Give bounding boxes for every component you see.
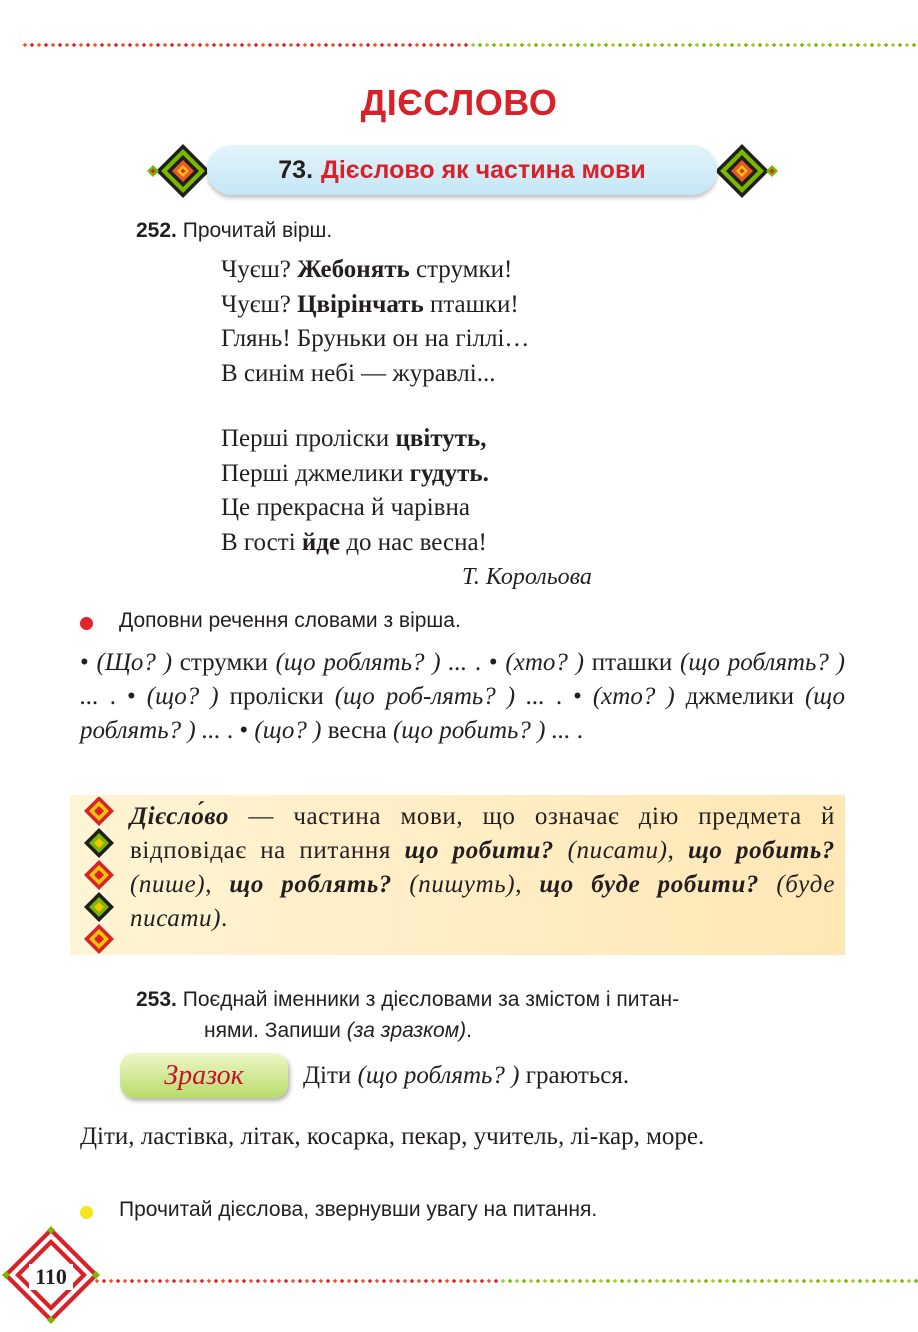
- text-segment: що робити?: [404, 837, 555, 864]
- text-segment: •: [80, 649, 97, 676]
- text-segment: Жебонять: [297, 256, 410, 283]
- poem-line: [221, 422, 489, 457]
- lesson-heading: [207, 145, 717, 195]
- text-segment: до нас весна!: [340, 528, 487, 556]
- text-segment: (що? ): [254, 717, 322, 744]
- bottom-ornament-border: [80, 1273, 918, 1283]
- text-segment: (що роблять? ) ...: [80, 683, 845, 744]
- text-segment: В синім небі — журавлі...: [221, 359, 496, 387]
- text-segment: . •: [98, 683, 147, 710]
- bottom-border-pattern: [80, 1276, 918, 1283]
- sample-question: (що роблять? ): [357, 1062, 520, 1089]
- text-segment: (що роблять? ) ...: [275, 649, 468, 676]
- text-segment: (хто? ): [592, 683, 675, 710]
- poem-line: [221, 253, 529, 288]
- text-segment: — частина мови, що означає дію предмета й відповідає на питання: [130, 803, 835, 864]
- task-253-line2: [204, 1019, 472, 1043]
- rule-definition: [130, 800, 835, 936]
- instruction-read-verbs: Прочитай дієслова, звернувши увагу на питання.: [119, 1198, 598, 1221]
- text-segment: (що? ): [146, 683, 219, 710]
- top-ornament-border: [22, 37, 918, 47]
- text-segment: . •: [467, 649, 506, 676]
- text-segment: ,: [205, 871, 230, 898]
- sample-text-end: граються.: [519, 1062, 630, 1089]
- poem-line: [221, 288, 529, 323]
- text-segment: (писати): [567, 837, 668, 864]
- text-segment: Перші джмелики: [221, 459, 410, 487]
- task-253-line2-text: нями. Запиши: [204, 1019, 347, 1042]
- text-segment: пташки: [583, 649, 681, 676]
- text-segment: Чуєш?: [221, 256, 298, 283]
- text-segment: струмки: [172, 649, 276, 676]
- poem-line: [221, 357, 529, 392]
- text-segment: пташки!: [423, 290, 519, 318]
- text-segment: струмки!: [409, 256, 513, 283]
- lesson-title: Дієслово як частина мови: [321, 155, 646, 184]
- poem-line: [221, 491, 489, 526]
- yellow-bullet-icon: [80, 1206, 93, 1219]
- task-253: [136, 988, 679, 1012]
- task-253-number: 253.: [136, 988, 177, 1011]
- text-segment: [392, 871, 409, 898]
- text-segment: .: [570, 717, 583, 744]
- poem-line: [221, 526, 489, 561]
- poem-stanza-2: [221, 422, 489, 560]
- sample-sentence: [303, 1062, 629, 1090]
- poem-author: Т. Корольова: [462, 564, 592, 590]
- task-252-number: 252.: [136, 219, 177, 242]
- task-253-line2-end: .: [466, 1019, 472, 1042]
- text-segment: (пишуть): [409, 871, 516, 898]
- instruction-fill-sentences: Доповни речення словами з вірша.: [119, 609, 461, 632]
- text-segment: В гості: [221, 528, 302, 556]
- poem-stanza-1: [221, 253, 529, 391]
- text-segment: гудуть.: [409, 459, 489, 487]
- nouns-list: Діти, ластівка, літак, косарка, пекар, учитель, лі-кар, море.: [80, 1123, 705, 1150]
- text-segment: ,: [667, 837, 688, 864]
- top-border-pattern: [22, 40, 918, 47]
- text-segment: джмелики: [674, 683, 805, 710]
- text-segment: що буде робити?: [539, 871, 760, 898]
- text-segment: .: [221, 905, 228, 932]
- text-segment: Цвірінчать: [297, 290, 424, 318]
- poem-line: [221, 322, 529, 357]
- task-253-line1: Поєднай іменники з дієсловами за змістом і питан-: [182, 988, 680, 1011]
- text-segment: Чуєш?: [221, 290, 298, 318]
- red-bullet-icon: [80, 617, 93, 630]
- text-segment: . •: [220, 717, 255, 744]
- text-segment: [554, 837, 568, 864]
- sample-badge: Зразок: [120, 1053, 288, 1098]
- text-segment: що робить?: [687, 837, 835, 864]
- sample-text-start: Діти: [303, 1062, 358, 1089]
- text-segment: (що роблять? ) ...: [80, 649, 845, 710]
- chapter-title: ДІЄСЛОВО: [360, 82, 558, 123]
- text-segment: (що роб-лять? ) ...: [334, 683, 545, 710]
- page-number: 110: [29, 1264, 73, 1290]
- text-segment: що роблять?: [229, 871, 392, 898]
- task-253-sample-hint: (за зразком): [346, 1019, 467, 1042]
- text-segment: проліски: [218, 683, 335, 710]
- text-segment: Перші проліски: [221, 425, 396, 452]
- task-252-instruction: Прочитай вірш.: [182, 219, 333, 242]
- text-segment: (що робить? ) ...: [392, 717, 571, 744]
- text-segment: [759, 871, 776, 898]
- text-segment: йде: [301, 528, 341, 556]
- text-segment: (пише): [130, 871, 206, 898]
- poem-line: [221, 457, 489, 492]
- text-segment: цвітуть,: [395, 425, 487, 452]
- text-segment: (Що? ): [96, 649, 173, 676]
- vertical-ornament-icon: [76, 797, 122, 955]
- text-segment: (буде писати): [130, 871, 836, 932]
- lesson-number: 73.: [278, 155, 314, 184]
- text-segment: Це прекрасна й чарівна: [221, 494, 470, 521]
- text-segment: весна: [321, 717, 393, 744]
- text-segment: Дієсло́во: [130, 803, 229, 830]
- text-segment: Глянь! Бруньки он на гіллі…: [221, 325, 530, 352]
- fill-in-exercise: [80, 646, 845, 748]
- text-segment: (хто? ): [505, 649, 584, 676]
- text-segment: ,: [515, 871, 540, 898]
- text-segment: . •: [544, 683, 593, 710]
- task-252: [136, 219, 332, 243]
